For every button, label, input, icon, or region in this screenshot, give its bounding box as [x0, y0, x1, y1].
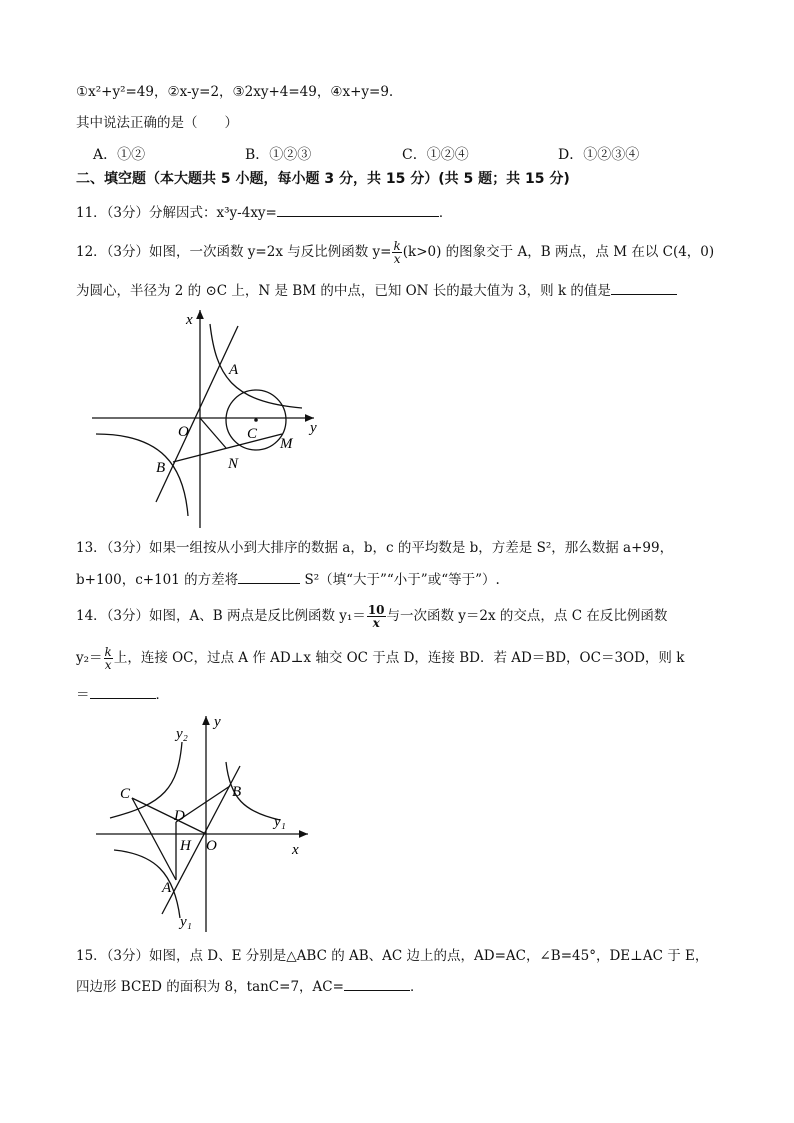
q12-label-b: B [156, 460, 166, 476]
q13-line2b: S²（填“大于”“小于”或“等于”）. [300, 572, 500, 588]
q12-center-point [254, 418, 258, 422]
q12-hyperbola-upper [210, 324, 302, 408]
q10-option-d: D．①②③④ [558, 147, 640, 163]
q14-fraction1 [367, 604, 386, 629]
q10-prompt: 其中说法正确的是（ ） [76, 115, 238, 131]
q11-line [76, 202, 452, 223]
q14-line2a: y₂＝ [76, 650, 103, 666]
q14-label-y: y [214, 714, 221, 730]
q14-fraction2 [104, 646, 113, 671]
q12-figure [92, 306, 316, 528]
section-heading: 二、填空题（本大题共 5 小题，每小题 3 分，共 15 分）(共 5 题；共 15 分) [76, 171, 570, 187]
q12-segment-on [200, 418, 226, 448]
q14-label-x: x [292, 842, 299, 858]
q14-label-a: A [162, 880, 172, 896]
q13-line1: 13．（3分）如果一组按从小到大排序的数据 a，b，c 的平均数是 b，方差是 S²，那么数据 a+99， [76, 540, 674, 556]
q14-part2: 与一次函数 y＝2x 的交点，点 C 在反比例函数 [386, 608, 668, 624]
q14-line3b: ． [155, 687, 169, 703]
q12-frac-den: x [393, 252, 401, 266]
q12-label-x: x [186, 312, 193, 328]
q10-option-c: C．①②④ [402, 147, 469, 163]
q14-label-c: C [120, 786, 131, 802]
q12-part2: (k>0) 的图象交于 A，B 两点，点 M 在以 C(4，0) [402, 244, 715, 260]
q15-line2 [76, 976, 423, 997]
q14-frac2-den: x [104, 658, 112, 672]
q13-line2a: b+100，c+101 的方差将 [76, 572, 239, 588]
q10-option-a: A．①② [93, 147, 146, 163]
q14-segment-oc [132, 798, 206, 834]
q14-frac2-num: k [104, 645, 112, 659]
q12-hyperbola-lower [96, 434, 188, 516]
q14-line3 [76, 684, 169, 705]
q15-line2a: 四边形 BCED 的面积为 8，tanC=7，AC= [76, 979, 344, 995]
q11-end: ． [438, 205, 453, 221]
q12-blank [611, 280, 677, 295]
q14-label-y2: y₂ [176, 726, 188, 742]
q12-line [156, 326, 238, 502]
q14-line3a: ＝ [76, 687, 90, 703]
q15-line2b: ． [409, 979, 424, 995]
q15-blank [344, 976, 410, 991]
q14-line [162, 766, 240, 914]
q11-blank [277, 202, 439, 217]
q14-label-o: O [206, 838, 217, 854]
q14-label-y1-upper: y₁ [274, 814, 286, 830]
q12-fraction [392, 240, 401, 265]
q12-label-m: M [280, 436, 293, 452]
q14-frac1-den: x [372, 616, 380, 630]
q14-label-d: D [174, 808, 185, 824]
q12-line1 [76, 237, 714, 267]
q12-label-c: C [247, 426, 258, 442]
q14-line2 [76, 642, 684, 674]
q14-blank [90, 684, 156, 699]
q12-label-y: y [310, 420, 317, 436]
q12-label-a: A [229, 362, 239, 378]
q15-line1: 15．（3分）如图，点 D、E 分别是△ABC 的 AB、AC 边上的点，AD=AC，∠B=45°，DE⊥AC 于 E， [76, 948, 709, 964]
q14-figure [94, 712, 314, 934]
q14-frac1-num: 10 [367, 603, 385, 617]
q14-segment-ca [132, 798, 176, 880]
q12-line2 [76, 280, 677, 301]
q13-line2 [76, 569, 500, 590]
q11-text: 11．（3分）分解因式：x³y-4xy= [76, 205, 277, 221]
q14-part1: 14．（3分）如图，A、B 两点是反比例函数 y₁＝ [76, 608, 366, 624]
q14-line2b: 上，连接 OC，过点 A 作 AD⊥x 轴交 OC 于点 D，连接 BD．若 AD＝BD，OC＝3OD，则 k [113, 650, 685, 666]
q14-label-b: B [232, 784, 242, 800]
q10-statements: ①x²+y²=49，②x-y=2，③2xy+4=49，④x+y=9. [76, 84, 394, 100]
q12-label-o: O [178, 424, 189, 440]
q14-line1 [76, 600, 667, 632]
q12-line2-text: 为圆心，半径为 2 的 ⊙C 上，N 是 BM 的中点，已知 ON 长的最大值为 3，则 k 的值是 [76, 283, 611, 299]
q10-option-b: B．①②③ [245, 147, 312, 163]
q12-part1: 12．（3分）如图，一次函数 y=2x 与反比例函数 y= [76, 244, 392, 260]
q14-label-y1-lower: y₁ [180, 914, 192, 930]
q12-label-n: N [228, 456, 239, 472]
q13-blank [238, 569, 300, 584]
q14-label-h: H [180, 838, 191, 854]
q14-curve-y2 [110, 742, 182, 818]
q12-frac-num: k [393, 239, 401, 253]
